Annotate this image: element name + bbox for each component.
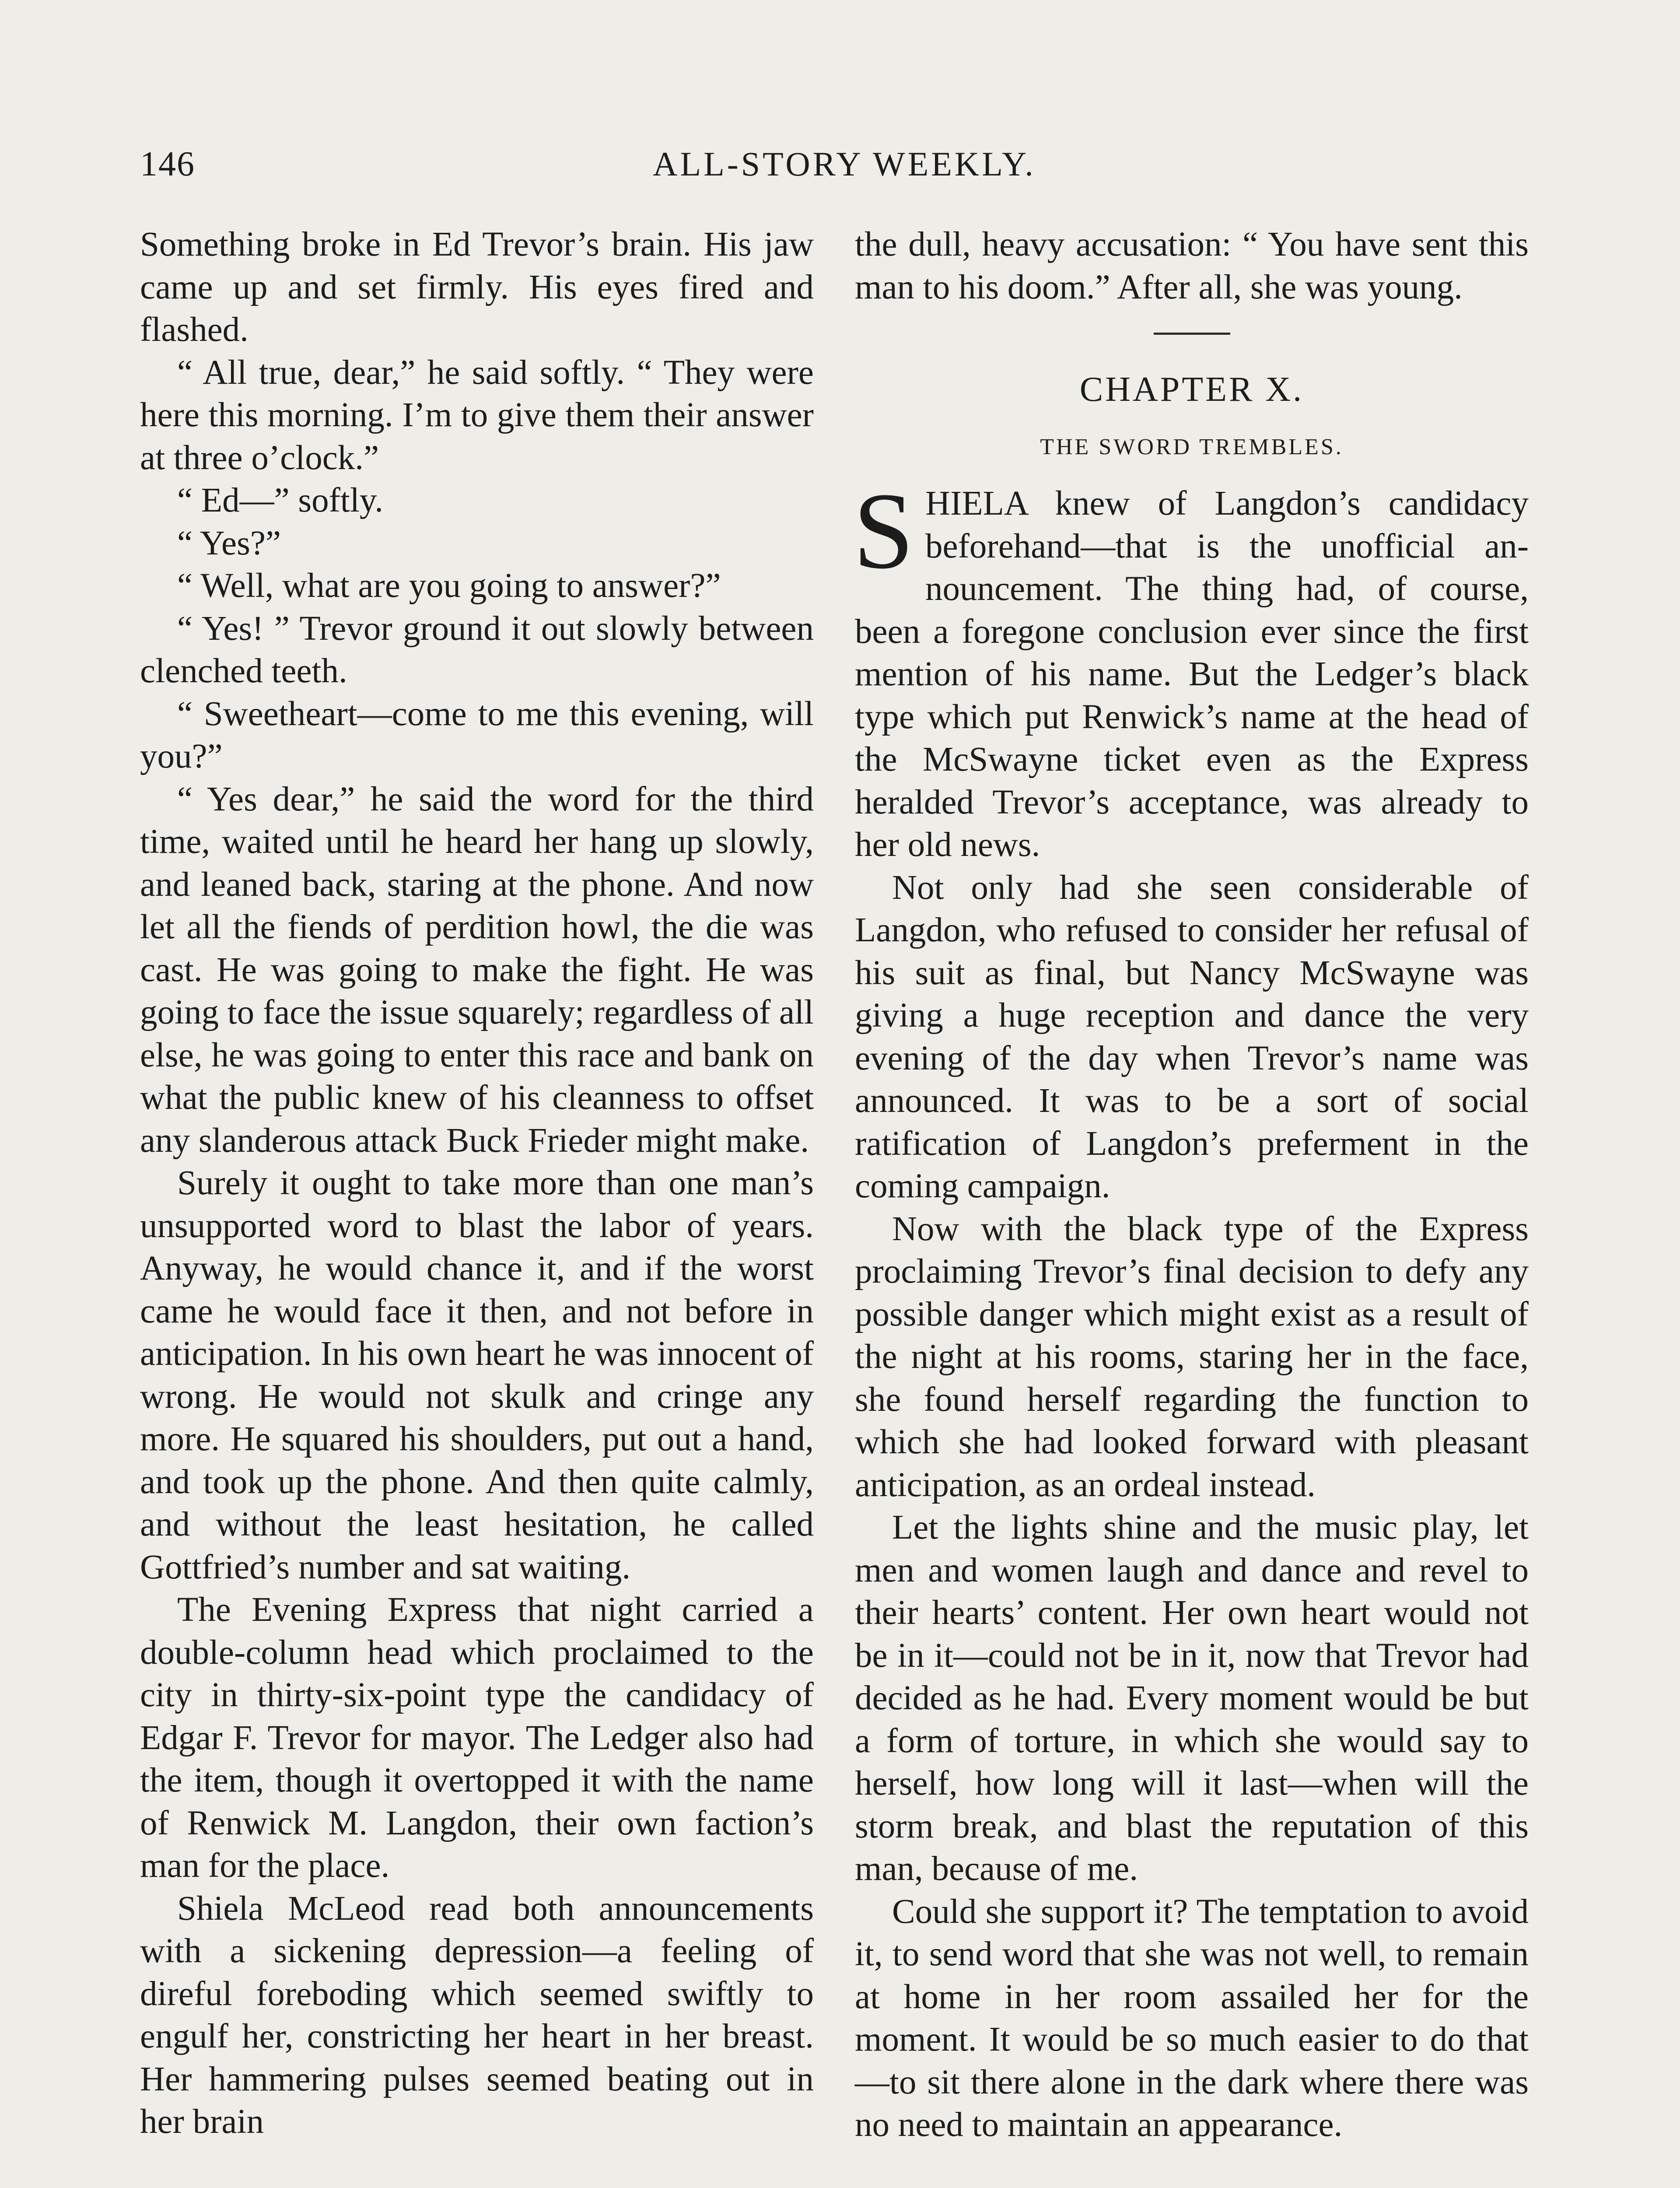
paragraph: “ Yes?”	[177, 524, 281, 562]
section-divider	[1154, 333, 1230, 335]
opening-text: HIELA knew of Langdon’s candidacy beforehand—that is the unofficial announcement. The thing had, of course, been a foregone conclusion ever since the first mention of his name. But the Ledger’s black type which put Renwick’s name at the head of the McSwayne ticket even as the Express heralded Trevor’s acceptance, was already to her old news.	[855, 484, 1529, 864]
page-header	[140, 144, 1549, 193]
running-head: ALL-STORY WEEKLY.	[653, 145, 1036, 183]
paragraph: “ Sweetheart—come to me this evening, will you?”	[140, 694, 814, 775]
paragraph: Let the lights shine and the music play, let men and women laugh and dance and revel to their hearts’ content. Her own heart would not be in it—could not be in it, now that Trevor had decided as he had. Every moment would be but a form of torture, in which she would say to herself, how long will it last—when will the storm break, and blast the reputation of this man, because of me.	[855, 1508, 1529, 1888]
paragraph: “ All true, dear,” he said softly. “ They were here this morning. I’m to give them their answer at three o’clock.”	[140, 353, 814, 477]
right-column	[855, 223, 1529, 2146]
paragraph: “ Well, what are you going to answer?”	[177, 567, 721, 605]
chapter-opening-paragraph	[853, 470, 1529, 866]
paragraph: Surely it ought to take more than one man’s unsupported word to blast the labor of years. Anyway, he would chance it, and if the worst came he would face it then, and not before in anticipation. In his own heart he was innocent of wrong. He would not skulk and cringe any more. He squared his shoulders, put out a hand, and took up the phone. And then quite calmly, and without the least hesitation, he called Gottfried’s number and sat waiting.	[140, 1164, 814, 1586]
continued-paragraph: the dull, heavy accusation: “ You have sent this man to his doom.” After all, she was young.	[855, 225, 1529, 306]
paragraph: Not only had she seen considerable of Langdon, who refused to consider her refusal of his suit as final, but Nancy McSwayne was giving a huge reception and dance the very evening of the day when Trevor’s name was announced. It was to be a sort of social ratification of Langdon’s preferment in the coming campaign.	[855, 868, 1529, 1205]
chapter-title: CHAPTER X.	[1079, 370, 1304, 409]
paragraph: Could she support it? The temptation to avoid it, to send word that she was not well, to remain at home in her room assailed her for the moment. It would be so much easier to do that—to sit there alone in the dark where there was no need to maintain an appearance.	[855, 1892, 1529, 2144]
paragraph: Something broke in Ed Trevor’s brain. His jaw came up and set firmly. His eyes fired and flashed.	[140, 225, 814, 349]
paragraph: “ Ed—” softly.	[177, 481, 383, 519]
chapter-subtitle: THE SWORD TREMBLES.	[1040, 435, 1344, 459]
drop-cap: S	[853, 470, 914, 592]
paragraph: The Evening Express that night carried a double-column head which proclaimed to the city in thirty-six-point type the candidacy of Edgar F. Trevor for mayor. The Ledger also had the item, though it overtopped it with the name of Renwick M. Langdon, their own faction’s man for the place.	[140, 1591, 814, 1885]
left-column	[140, 223, 814, 2143]
paragraph: Now with the black type of the Express proclaiming Trevor’s final decision to defy any possible danger which might exist as a result of the night at his rooms, staring her in the face, she found herself regarding the function to which she had looked forward with pleasant anticipation, as an ordeal instead.	[855, 1210, 1529, 1504]
paragraph: Shiela McLeod read both announcements with a sickening depression—a feeling of direful foreboding which seemed swiftly to engulf her, constricting her heart in her breast. Her hammering pulses seemed beating out in her brain	[140, 1889, 814, 2141]
paragraph: “ Yes dear,” he said the word for the third time, waited until he heard her hang up slowly, and leaned back, staring at the phone. And now let all the fiends of perdition howl, the die was cast. He was going to make the fight. He was going to face the issue squarely; regardless of all else, he was going to enter this race and bank on what the public knew of his cleanness to offset any slanderous attack Buck Frieder might make.	[140, 780, 814, 1160]
page-number: 146	[140, 145, 195, 183]
paragraph: “ Yes! ” Trevor ground it out slowly between clenched teeth.	[140, 609, 814, 690]
